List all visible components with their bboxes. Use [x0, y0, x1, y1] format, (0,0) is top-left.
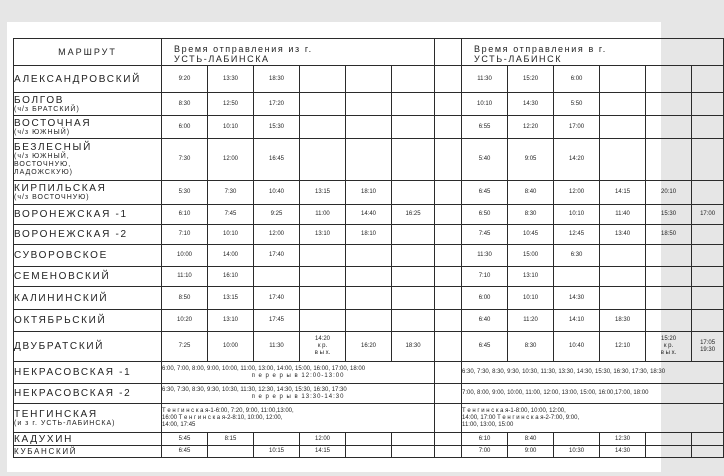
- column-gap: [435, 205, 462, 225]
- table-row: [14, 225, 724, 245]
- from-time: 7:45: [208, 205, 254, 225]
- from-break: п е р е р ы в 13:30-14:30: [251, 393, 345, 400]
- from-line: 14:00, 17:45: [162, 421, 196, 428]
- from-time: [346, 310, 392, 332]
- to-time: 13:10: [508, 267, 554, 287]
- route-name: СЕМЕНОВСКИЙ: [14, 271, 111, 282]
- from-time: [392, 225, 435, 245]
- table-row: [14, 287, 724, 310]
- from-time: 5:30: [162, 181, 208, 205]
- to-time: [646, 245, 692, 267]
- to-time: 14:20: [554, 139, 600, 181]
- from-time: 10:20: [162, 310, 208, 332]
- to-time: 14:30: [554, 287, 600, 310]
- from-schedule: [162, 384, 435, 404]
- from-time: 18:30: [254, 66, 300, 93]
- table-row: [14, 404, 724, 433]
- from-time: 7:30: [162, 139, 208, 181]
- table-row: [14, 433, 724, 446]
- route-name-cell: [14, 310, 162, 332]
- to-time: [600, 116, 646, 139]
- from-time: [392, 116, 435, 139]
- from-time: 18:10: [346, 225, 392, 245]
- route-name: БОЛГОВ: [14, 94, 65, 106]
- to-time: 17:00: [554, 116, 600, 139]
- to-line: Т е н г и н с к а я-1-8:00, 10:00, 12:00,: [462, 407, 566, 414]
- from-time: 10:10: [208, 225, 254, 245]
- table-row: [14, 267, 724, 287]
- to-time: [692, 66, 724, 93]
- route-name-cell: [14, 267, 162, 287]
- route-header: МАРШРУТ: [14, 39, 162, 66]
- from-time: 17:20: [254, 93, 300, 116]
- from-time: [300, 287, 346, 310]
- from-line: Т е н г и н с к а я-1-6:00, 7:20, 9:00, 11:00,13:00,: [162, 407, 294, 414]
- table-row: [14, 139, 724, 181]
- column-gap: [435, 39, 462, 66]
- from-time: 14:40: [346, 205, 392, 225]
- table-row: [14, 205, 724, 225]
- from-time: 16:20: [346, 332, 392, 362]
- to-time: 13:40: [600, 225, 646, 245]
- from-time: 11:00: [300, 205, 346, 225]
- to-time: [600, 287, 646, 310]
- route-name: АЛЕКСАНДРОВСКИЙ: [14, 73, 141, 85]
- to-time: [692, 433, 724, 446]
- to-time: 7:00: [462, 446, 508, 458]
- table-row: [14, 66, 724, 93]
- to-time: 15:20 к р. в ы х.: [646, 332, 692, 362]
- table-row: [14, 362, 724, 384]
- to-time: 10:10: [554, 205, 600, 225]
- column-gap: [435, 245, 462, 267]
- to-time: [692, 245, 724, 267]
- from-time: 10:00: [208, 332, 254, 362]
- to-time: 6:40: [462, 310, 508, 332]
- from-time: 14:20 к р. в ы х.: [300, 332, 346, 362]
- from-time: 16:25: [392, 205, 435, 225]
- from-time: 16:10: [208, 267, 254, 287]
- from-time: 12:00: [208, 139, 254, 181]
- from-time: [346, 267, 392, 287]
- header-row: [14, 39, 724, 66]
- route-name: ВОРОНЕЖСКАЯ -1: [14, 209, 128, 220]
- to-time: 14:30: [600, 446, 646, 458]
- to-time: 12:10: [600, 332, 646, 362]
- table-row: [14, 384, 724, 404]
- from-time: [346, 245, 392, 267]
- to-time: 10:40: [554, 332, 600, 362]
- from-time: 10:10: [208, 116, 254, 139]
- route-name-cell: [14, 384, 162, 404]
- to-time: 12:30: [600, 433, 646, 446]
- column-gap: [435, 310, 462, 332]
- route-name: КУБАНСКИЙ: [14, 447, 78, 456]
- to-time: 11:30: [462, 66, 508, 93]
- departure-from-header: Время отправления из г. УСТЬ-ЛАБИНСКА: [162, 39, 435, 66]
- column-gap: [435, 384, 462, 404]
- to-time: 6:10: [462, 433, 508, 446]
- route-name-cell: [14, 93, 162, 116]
- to-time: 8:40: [508, 181, 554, 205]
- from-times: 6:00, 7:00, 8:00, 9:00, 10:00, 11:00, 13:00, 14:00, 15:00, 16:00, 17:00, 18:00: [162, 365, 366, 372]
- route-name-cell: [14, 225, 162, 245]
- from-time: [346, 93, 392, 116]
- from-time: [392, 287, 435, 310]
- route-name: КИРПИЛЬСКАЯ: [14, 183, 107, 194]
- to-time: 6:00: [554, 66, 600, 93]
- to-time: [692, 116, 724, 139]
- from-time: 6:10: [162, 205, 208, 225]
- to-time: 10:45: [508, 225, 554, 245]
- to-time: 9:05: [508, 139, 554, 181]
- to-time: [600, 245, 646, 267]
- from-time: [392, 139, 435, 181]
- column-gap: [435, 116, 462, 139]
- table-row: [14, 310, 724, 332]
- from-time: [254, 267, 300, 287]
- from-time: [300, 66, 346, 93]
- from-time: 7:25: [162, 332, 208, 362]
- from-time: [254, 433, 300, 446]
- from-time: 12:50: [208, 93, 254, 116]
- from-time: [392, 93, 435, 116]
- to-time: 9:00: [508, 446, 554, 458]
- to-time: 8:30: [508, 332, 554, 362]
- route-name-cell: [14, 362, 162, 384]
- column-gap: [435, 139, 462, 181]
- to-time: 7:45: [462, 225, 508, 245]
- from-time: [392, 267, 435, 287]
- column-gap: [435, 66, 462, 93]
- to-time: 6:45: [462, 181, 508, 205]
- from-time: 15:30: [254, 116, 300, 139]
- from-schedule: [162, 362, 435, 384]
- to-time: [600, 93, 646, 116]
- to-time: 8:40: [508, 433, 554, 446]
- from-time: [300, 93, 346, 116]
- to-time: 14:30: [508, 93, 554, 116]
- column-gap: [435, 267, 462, 287]
- from-time: [300, 116, 346, 139]
- from-time: [392, 245, 435, 267]
- to-time: [600, 66, 646, 93]
- from-time: 11:30: [254, 332, 300, 362]
- to-time: [646, 66, 692, 93]
- route-name-cell: [14, 404, 162, 433]
- to-time: [692, 287, 724, 310]
- to-time: [692, 310, 724, 332]
- from-time: 13:10: [300, 225, 346, 245]
- to-time: [692, 225, 724, 245]
- to-time: [646, 93, 692, 116]
- from-time: 12:00: [300, 433, 346, 446]
- from-time: 18:10: [346, 181, 392, 205]
- from-time: 7:10: [162, 225, 208, 245]
- to-time: 6:45: [462, 332, 508, 362]
- to-time: [600, 139, 646, 181]
- to-time: [646, 310, 692, 332]
- route-name-cell: [14, 139, 162, 181]
- route-name: ВОСТОЧНАЯ: [14, 117, 92, 129]
- to-time: 15:00: [508, 245, 554, 267]
- route-name-cell: [14, 66, 162, 93]
- from-time: 9:20: [162, 66, 208, 93]
- column-gap: [435, 93, 462, 116]
- to-schedule: [462, 404, 724, 433]
- column-gap: [435, 225, 462, 245]
- to-time: [554, 433, 600, 446]
- to-time: [692, 181, 724, 205]
- from-time: 17:45: [254, 310, 300, 332]
- column-gap: [435, 362, 462, 384]
- from-time: 6:45: [162, 446, 208, 458]
- to-time: 5:50: [554, 93, 600, 116]
- route-name: НЕКРАСОВСКАЯ -2: [14, 388, 132, 399]
- from-time: [300, 139, 346, 181]
- from-time: 8:50: [162, 287, 208, 310]
- route-name-cell: [14, 332, 162, 362]
- from-time: [346, 433, 392, 446]
- from-time: 13:30: [208, 66, 254, 93]
- from-time: [392, 446, 435, 458]
- to-time: 20:10: [646, 181, 692, 205]
- to-time: [692, 93, 724, 116]
- route-name: КАДУХИН: [14, 433, 74, 445]
- to-schedule: 6:30, 7:30, 8:30, 9:30, 10:30, 11:30, 13:30, 14:30, 15:30, 16:30, 17:30, 18:30: [462, 362, 724, 384]
- from-time: 13:10: [208, 310, 254, 332]
- from-time: 17:40: [254, 287, 300, 310]
- to-time: 11:40: [600, 205, 646, 225]
- from-time: [346, 116, 392, 139]
- from-time: [392, 181, 435, 205]
- to-time: 17:05 19:30: [692, 332, 724, 362]
- from-time: 6:00: [162, 116, 208, 139]
- from-time: [208, 446, 254, 458]
- route-name: ВОРОНЕЖСКАЯ -2: [14, 229, 128, 240]
- table-row: [14, 245, 724, 267]
- table-row: [14, 446, 724, 458]
- route-name-cell: [14, 446, 162, 458]
- from-times: 6:30, 7:30, 8:30, 9:30, 10:30, 11:30, 12:30, 14:30, 15:30, 16:30, 17:30: [162, 386, 347, 393]
- from-time: 11:10: [162, 267, 208, 287]
- route-name-cell: [14, 287, 162, 310]
- to-time: 6:00: [462, 287, 508, 310]
- from-time: 13:15: [208, 287, 254, 310]
- route-name: КАЛИНИНСКИЙ: [14, 292, 109, 304]
- from-time: 8:15: [208, 433, 254, 446]
- column-gap: [435, 287, 462, 310]
- from-time: [346, 66, 392, 93]
- from-time: [300, 245, 346, 267]
- from-time: 7:30: [208, 181, 254, 205]
- from-time: [392, 66, 435, 93]
- to-time: 6:50: [462, 205, 508, 225]
- route-name-cell: [14, 116, 162, 139]
- from-time: 5:45: [162, 433, 208, 446]
- from-time: 9:25: [254, 205, 300, 225]
- from-time: [392, 433, 435, 446]
- to-line: 14:00, 17:00 Т е н г и н с к а я-2-7:00, 9:00,: [462, 414, 580, 421]
- route-note: (ч/з ЮЖНЫЙ): [14, 128, 71, 136]
- to-time: 6:55: [462, 116, 508, 139]
- to-time: [692, 446, 724, 458]
- from-time: 14:00: [208, 245, 254, 267]
- timetable-sheet: [7, 22, 716, 472]
- from-time: [346, 139, 392, 181]
- to-time: 15:20: [508, 66, 554, 93]
- from-time: 17:40: [254, 245, 300, 267]
- to-time: 8:30: [508, 205, 554, 225]
- from-time: [346, 446, 392, 458]
- column-gap: [435, 404, 462, 433]
- column-gap: [435, 332, 462, 362]
- from-time: 14:15: [300, 446, 346, 458]
- route-name: БЕЗЛЕСНЫЙ: [14, 142, 92, 153]
- to-time: 11:30: [462, 245, 508, 267]
- to-time: 7:10: [462, 267, 508, 287]
- to-time: 12:20: [508, 116, 554, 139]
- to-time: [646, 287, 692, 310]
- route-name-cell: [14, 433, 162, 446]
- from-schedule: [162, 404, 435, 433]
- to-line: 11:00, 13:00, 15:00: [462, 421, 514, 428]
- table-row: [14, 116, 724, 139]
- from-time: [300, 310, 346, 332]
- to-time: 10:10: [462, 93, 508, 116]
- from-time: [300, 267, 346, 287]
- route-note: (ч/з ЮЖНЫЙ, ВОСТОЧНУЮ, ЛАДОЖСКУЮ): [14, 153, 73, 176]
- route-name: ТЕНГИНСКАЯ: [14, 408, 98, 420]
- to-time: 11:20: [508, 310, 554, 332]
- from-line: 16:00 Т е н г и н с к а я-2-8:10, 10:00, 12:00,: [162, 414, 283, 421]
- to-time: [646, 139, 692, 181]
- to-time: 10:10: [508, 287, 554, 310]
- to-time: 18:30: [600, 310, 646, 332]
- table-row: [14, 93, 724, 116]
- route-name-cell: [14, 245, 162, 267]
- bus-timetable: [13, 38, 724, 458]
- to-time: [692, 139, 724, 181]
- route-note: (и з г. УСТЬ-ЛАБИНСКА): [14, 419, 116, 427]
- route-note: (ч/з ВОСТОЧНУЮ): [14, 194, 90, 201]
- to-time: 17:00: [692, 205, 724, 225]
- route-name-cell: [14, 205, 162, 225]
- column-gap: [435, 433, 462, 446]
- to-time: 12:45: [554, 225, 600, 245]
- from-time: [392, 310, 435, 332]
- route-name: ДВУБРАТСКИЙ: [14, 341, 105, 352]
- route-name: СУВОРОВСКОЕ: [14, 250, 109, 261]
- from-time: 10:15: [254, 446, 300, 458]
- from-time: 10:00: [162, 245, 208, 267]
- to-time: 6:30: [554, 245, 600, 267]
- to-time: 12:00: [554, 181, 600, 205]
- route-note: (ч/з БРАТСКИЙ): [14, 105, 80, 113]
- from-time: 16:45: [254, 139, 300, 181]
- column-gap: [435, 446, 462, 458]
- to-time: [646, 446, 692, 458]
- from-time: 13:15: [300, 181, 346, 205]
- from-time: [346, 287, 392, 310]
- to-time: 14:10: [554, 310, 600, 332]
- from-time: 8:30: [162, 93, 208, 116]
- from-time: 10:40: [254, 181, 300, 205]
- route-name: ОКТЯБРЬСКИЙ: [14, 315, 107, 326]
- to-time: [646, 433, 692, 446]
- to-time: 18:50: [646, 225, 692, 245]
- to-time: [692, 267, 724, 287]
- to-time: 15:30: [646, 205, 692, 225]
- to-time: [646, 267, 692, 287]
- to-time: 10:30: [554, 446, 600, 458]
- from-break: п е р е р ы в 12:00-13:00: [251, 372, 345, 379]
- route-name-cell: [14, 181, 162, 205]
- route-name: НЕКРАСОВСКАЯ -1: [14, 367, 132, 378]
- to-time: [554, 267, 600, 287]
- table-row: [14, 181, 724, 205]
- to-time: [646, 116, 692, 139]
- to-time: 5:40: [462, 139, 508, 181]
- from-time: 12:00: [254, 225, 300, 245]
- column-gap: [435, 181, 462, 205]
- to-schedule: 7:00, 8:00, 9:00, 10:00, 11:00, 12:00, 13:00, 15:00, 16:00,17:00, 18:00: [462, 384, 724, 404]
- departure-to-header: Время отправления в г. УСТЬ-ЛАБИНСК: [462, 39, 724, 66]
- to-time: 14:15: [600, 181, 646, 205]
- table-row: [14, 332, 724, 362]
- to-time: [600, 267, 646, 287]
- from-time: 18:30: [392, 332, 435, 362]
